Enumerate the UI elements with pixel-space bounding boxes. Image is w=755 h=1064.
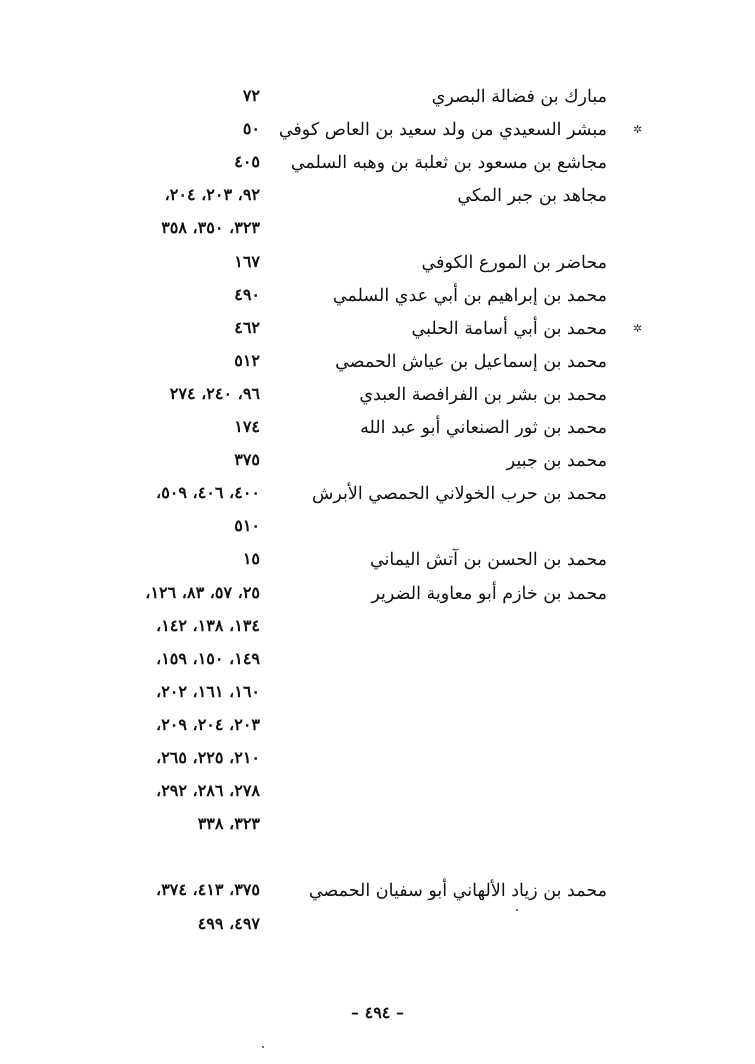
page-number: – ٤٩٤ – [351, 1003, 404, 1022]
entry-page-numbers: ٣٧٥، ٤١٣، ٣٧٤، [156, 880, 260, 900]
entry-page-numbers: ٢٥، ٥٧، ٨٣، ١٢٦، [145, 582, 260, 602]
entry-page-numbers: ٤٦٢ [234, 317, 260, 337]
entry-name: محمد بن حرب الخولاني الحمصي الأبرش [312, 484, 607, 505]
entry-name: مجاهد بن جبر المكي [457, 186, 607, 207]
entry-name: محمد بن زياد الألهاني أبو سفيان الحمصي [308, 881, 607, 902]
entry-page-numbers: ١٤٩، ١٥٠، ١٥٩، [156, 648, 260, 668]
print-speck [516, 909, 518, 911]
entry-page-numbers: ١٥ [242, 549, 260, 569]
entry-name: محمد بن إبراهيم بن أبي عدي السلمي [332, 285, 607, 306]
entry-name: محمد بن الحسن بن آتش اليماني [369, 550, 607, 571]
entry-page-numbers: ٢٠٣، ٢٠٤، ٢٠٩، [156, 714, 260, 734]
print-speck [262, 1046, 264, 1048]
entry-page-numbers: ١٦٠، ١٦١، ٢٠٢، [156, 681, 260, 701]
entry-name: محمد بن بشر بن الفرافصة العبدي [359, 384, 607, 405]
entry-name: محمد بن ثور الصنعاني أبو عبد الله [360, 418, 607, 438]
entry-page-numbers: ٩٦، ٢٤٠، ٢٧٤ [169, 383, 260, 403]
entry-page-numbers: ٢٧٨، ٢٨٦، ٢٩٢، [156, 781, 260, 801]
entry-name: محاضر بن المورع الكوفي [421, 252, 607, 273]
entry-name: محمد بن إسماعيل بن عياش الحمصي [335, 351, 607, 372]
entry-page-numbers: ٢١٠، ٢٢٥، ٢٦٥، [156, 748, 260, 767]
entry-marker-icon: ✲ [633, 321, 643, 335]
entry-name: محمد بن خازم أبو معاوية الضرير [371, 583, 607, 604]
entry-page-numbers: ٣٢٣، ٣٣٨ [197, 814, 260, 834]
entry-name: مبارك بن فضالة البصري [431, 87, 607, 107]
entry-page-numbers: ٥١٢ [234, 350, 260, 370]
entry-page-numbers: ٧٢ [242, 86, 260, 105]
entry-page-numbers: ٣٧٥ [234, 450, 260, 470]
entry-page-numbers: ٥٠ [242, 119, 260, 139]
entry-page-numbers: ٥١٠ [234, 516, 260, 536]
entry-marker-icon: ✲ [633, 123, 643, 137]
entry-name: محمد بن أبي أسامة الحلبي [411, 318, 607, 339]
entry-page-numbers: ٤٩٠ [234, 284, 260, 304]
entry-page-numbers: ٩٢، ٢٠٣، ٢٠٤، [164, 185, 260, 205]
entry-page-numbers: ١٣٤، ١٣٨، ١٤٢، [156, 615, 260, 635]
entry-page-numbers: ٤٠٠، ٤٠٦، ٥٠٩، [156, 483, 260, 503]
entry-name: مجاشع بن مسعود بن ثعلبة بن وهبه السلمي [290, 153, 607, 174]
entry-name: محمد بن جبير [506, 451, 607, 472]
entry-page-numbers: ١٦٧ [234, 251, 260, 271]
entry-page-numbers: ٤٩٧، ٤٩٩ [197, 913, 260, 933]
entry-name: مبشر السعيدي من ولد سعيد بن العاص كوفي [278, 120, 607, 141]
entry-page-numbers: ٣٢٣، ٣٥٠، ٣٥٨ [161, 218, 260, 238]
entry-page-numbers: ١٧٤ [234, 417, 260, 436]
entry-page-numbers: ٤٠٥ [234, 152, 260, 172]
